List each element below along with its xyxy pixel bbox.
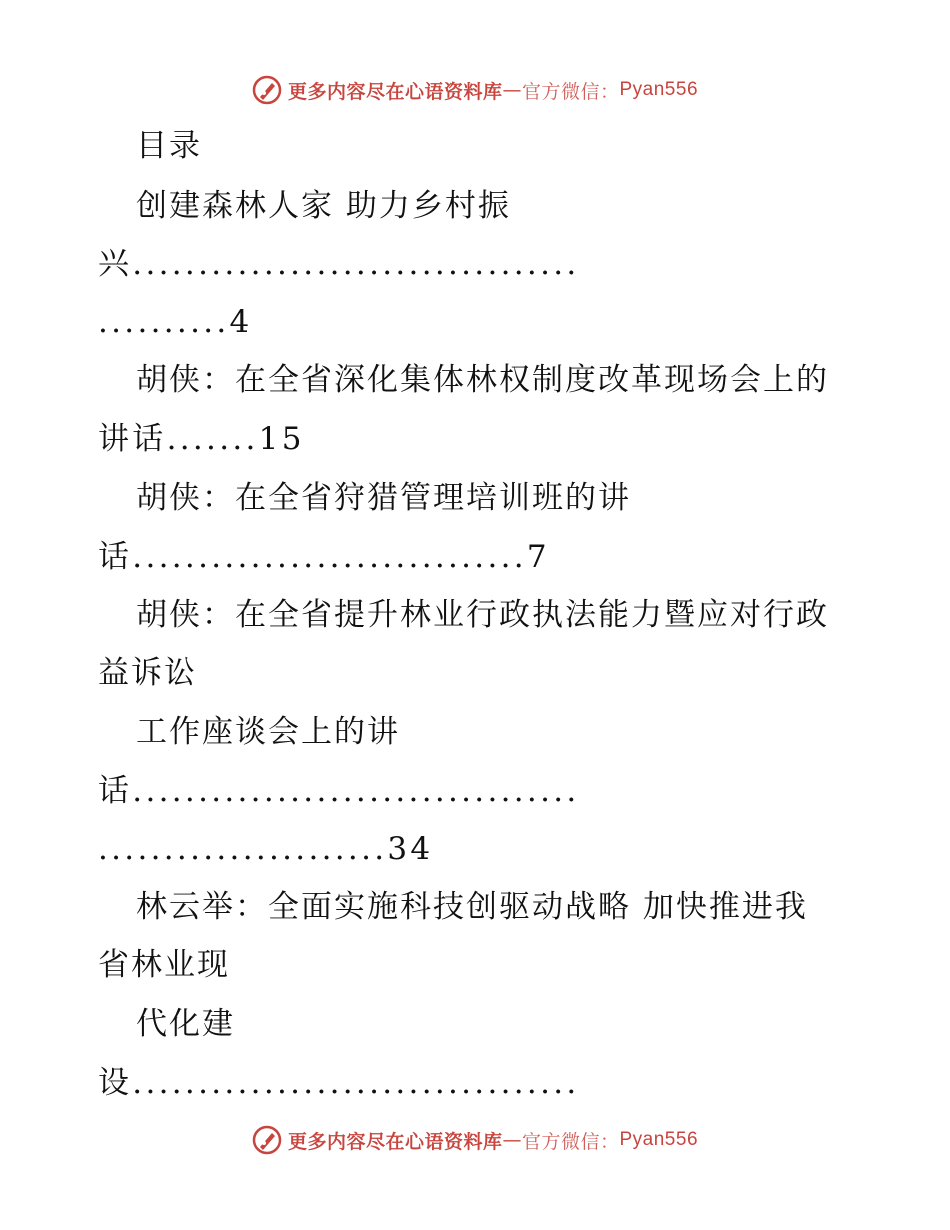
toc-entry-line: 胡侠：在全省狩猎管理培训班的讲 [136,480,631,516]
header-watermark [0,70,950,110]
watermark-separator: — [502,79,522,101]
toc-entry-line: 省林业现 [98,947,230,983]
watermark-handle: Pyan556 [619,1129,699,1150]
toc-heading: 目录 [136,128,202,164]
watermark-wechat-label: 官方微信： [521,1130,620,1153]
watermark-brand: 更多内容尽在心语资料库 [287,80,503,103]
toc-entry-line: 林云举：全面实施科技创驱动战略 加快推进我 [136,889,808,925]
toc-entry-line: 兴.................................. [98,246,580,282]
toc-entry-line: 创建森林人家 助力乡村振 [136,188,511,224]
watermark-wechat-label: 官方微信： [521,80,620,103]
toc-entry-line: 工作座谈会上的讲 [136,714,400,750]
toc-entry-line: 话.................................. [98,773,580,809]
pen-logo-icon [252,75,282,105]
toc-entry-line: 讲话.......15 [98,421,305,457]
watermark-handle: Pyan556 [619,79,699,100]
footer-watermark [0,1120,950,1160]
toc-entry-line: 胡侠：在全省提升林业行政执法能力暨应对行政 [136,597,829,633]
toc-entry-line: 胡侠：在全省深化集体林权制度改革现场会上的 [136,362,829,398]
toc-entry-line: ......................34 [98,831,434,867]
toc-entry-line: 设.................................. [98,1065,580,1101]
toc-entry-line: 益诉讼 [98,655,197,691]
watermark-brand: 更多内容尽在心语资料库 [287,1130,503,1153]
toc-entry-line: 代化建 [136,1006,235,1042]
watermark-separator: — [502,1129,522,1151]
toc-entry-line: ..........4 [98,304,253,340]
toc-entry-line: 话..............................7 [98,539,550,575]
pen-logo-icon [252,1125,282,1155]
